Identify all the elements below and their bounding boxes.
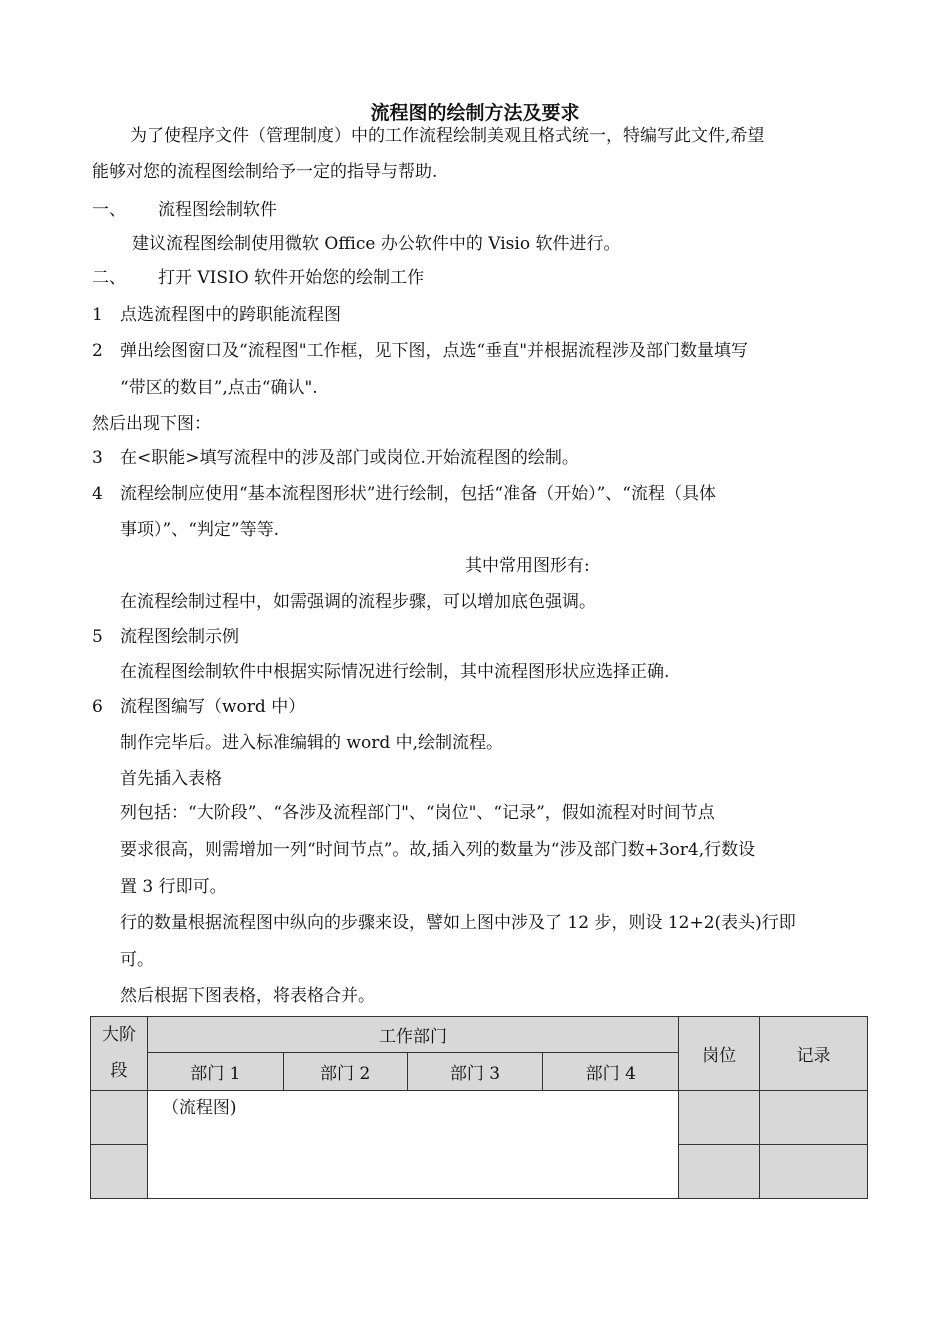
table-header-dept-2: 部门 2 <box>283 1053 407 1091</box>
table-post-cell-2 <box>679 1145 760 1199</box>
table-header-dept-1: 部门 1 <box>147 1053 283 1091</box>
merged-table <box>90 1016 868 1199</box>
step-6-number: 6 <box>92 697 103 717</box>
step-6-para-2: 首先插入表格 <box>120 769 222 789</box>
table-record-cell-2 <box>760 1145 868 1199</box>
section-2-heading: 打开 VISIO 软件开始您的绘制工作 <box>158 268 425 288</box>
step-6-para-3b: 要求很高，则需增加一列“时间节点”。故,插入列的数量为“涉及部门数+3or4,行数设 <box>120 840 756 860</box>
table-header-dept-4: 部门 4 <box>543 1053 679 1091</box>
step-6-para-3a: 列包括：“大阶段”、“各涉及流程部门"、“岗位"、“记录”，假如流程对时间节点 <box>120 803 715 823</box>
after-text: 然后出现下图： <box>92 414 211 434</box>
table-header-post: 岗位 <box>679 1017 760 1091</box>
step-6-para-3c: 置 3 行即可。 <box>120 877 227 897</box>
table-stage-cell-2 <box>91 1145 148 1199</box>
table-header-stage-bottom: 段 <box>110 1061 128 1081</box>
step-6-para-1: 制作完毕后。进入标准编辑的 word 中,绘制流程。 <box>120 733 504 753</box>
step-3-number: 3 <box>92 448 103 468</box>
step-5-note: 在流程图绘制软件中根据实际情况进行绘制，其中流程图形状应选择正确. <box>120 662 670 682</box>
table-flow-area: （流程图) <box>147 1091 678 1199</box>
page-title: 流程图的绘制方法及要求 <box>370 102 580 124</box>
section-1-body: 建议流程图绘制使用微软 Office 办公软件中的 Visio 软件进行。 <box>132 234 621 254</box>
step-2-line-1: 弹出绘图窗口及“流程图"工作框，见下图，点选“垂直"并根据流程涉及部门数量填写 <box>120 341 749 361</box>
intro-line-1: 为了使程序文件（管理制度）中的工作流程绘制美观且格式统一，特编写此文件,希望 <box>130 126 765 146</box>
step-6-para-4b: 可。 <box>120 950 154 970</box>
section-2-number: 二、 <box>92 268 126 288</box>
table-header-stage-top: 大阶 <box>101 1025 136 1045</box>
step-6-text: 流程图编写（word 中） <box>120 697 306 717</box>
table-record-cell-1 <box>760 1091 868 1145</box>
step-4-line-2: 事项）”、“判定”等等. <box>120 520 279 540</box>
section-1-heading: 流程图绘制软件 <box>158 200 277 220</box>
step-1-number: 1 <box>92 305 103 325</box>
step-2-number: 2 <box>92 341 103 361</box>
table-stage-cell-1 <box>91 1091 148 1145</box>
step-5-text: 流程图绘制示例 <box>120 627 239 647</box>
table-header-record: 记录 <box>760 1017 868 1091</box>
step-6-para-4a: 行的数量根据流程图中纵向的步骤来设，譬如上图中涉及了 12 步，则设 12+2(表头)行即 <box>120 913 796 933</box>
step-3-text: 在<职能>填写流程中的涉及部门或岗位.开始流程图的绘制。 <box>120 448 579 468</box>
step-6-para-5: 然后根据下图表格，将表格合并。 <box>120 986 375 1006</box>
table-header-dept-3: 部门 3 <box>407 1053 543 1091</box>
section-1-number: 一、 <box>92 200 126 220</box>
step-4-number: 4 <box>92 484 103 504</box>
step-2-line-2: “带区的数目”,点击“确认". <box>120 378 318 398</box>
step-4-center-text: 其中常用图形有: <box>465 556 590 576</box>
step-4-note: 在流程绘制过程中，如需强调的流程步骤，可以增加底色强调。 <box>120 592 596 612</box>
table-post-cell-1 <box>679 1091 760 1145</box>
table-header-stage <box>91 1017 148 1091</box>
table-header-work-dept: 工作部门 <box>147 1017 678 1053</box>
intro-line-2: 能够对您的流程图绘制给予一定的指导与帮助. <box>92 162 438 182</box>
step-1-text: 点选流程图中的跨职能流程图 <box>120 305 341 325</box>
step-4-line-1: 流程绘制应使用“基本流程图形状”进行绘制，包括“准备（开始）”、“流程（具体 <box>120 484 716 504</box>
step-5-number: 5 <box>92 627 103 647</box>
